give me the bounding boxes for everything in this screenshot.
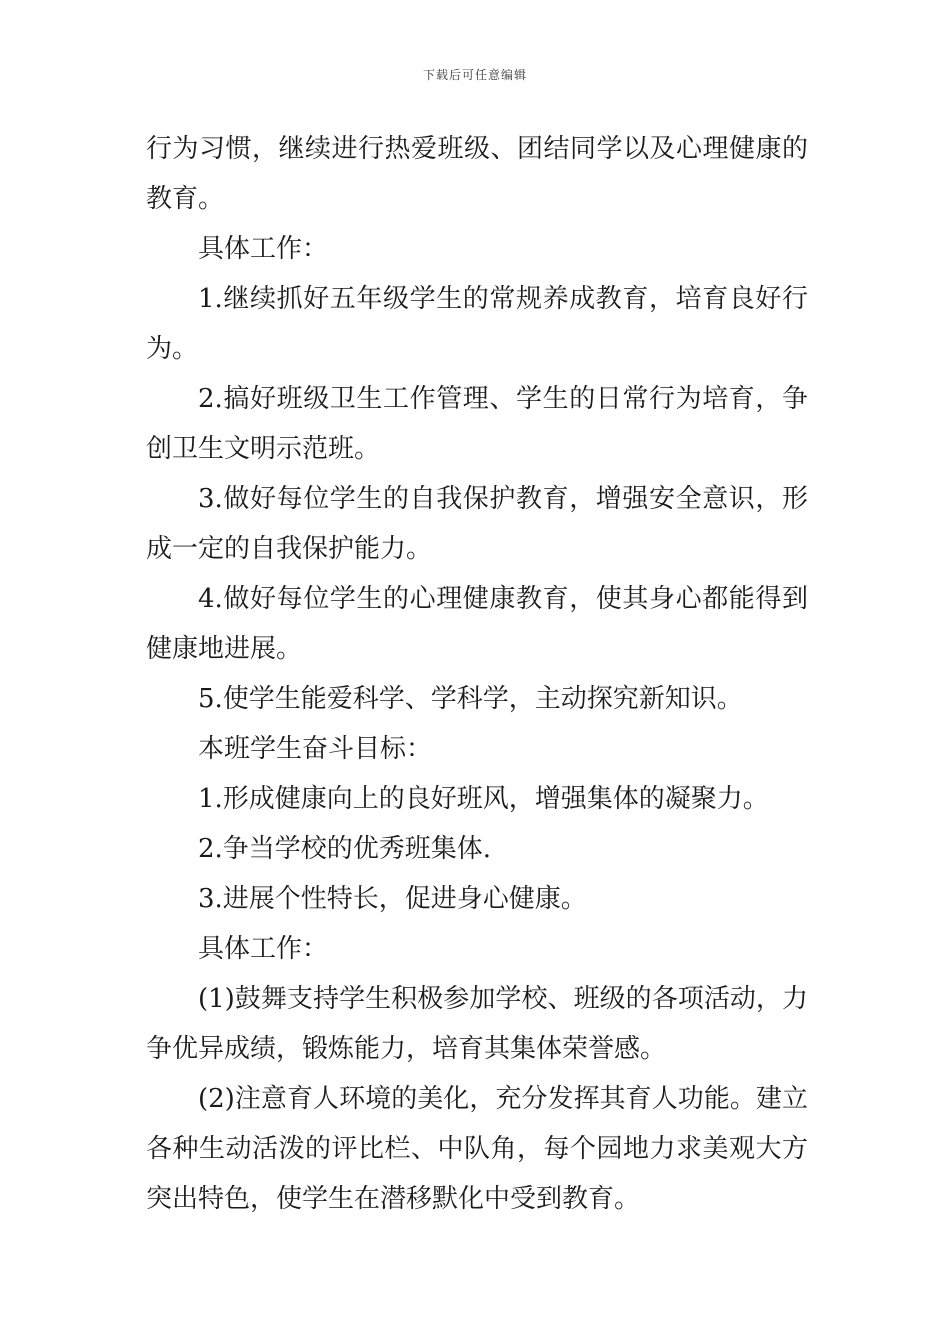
paragraph: 1.继续抓好五年级学生的常规养成教育，培育良好行为。 bbox=[146, 284, 808, 364]
paragraph: 3.做好每位学生的自我保护教育，增强安全意识，形成一定的自我保护能力。 bbox=[146, 484, 808, 564]
paragraph: 2.争当学校的优秀班集体. bbox=[198, 834, 492, 864]
paragraph: 1.形成健康向上的良好班风，增强集体的凝聚力。 bbox=[198, 784, 769, 814]
paragraph: 2.搞好班级卫生工作管理、学生的日常行为培育，争创卫生文明示范班。 bbox=[146, 384, 808, 464]
paragraph: 本班学生奋斗目标： bbox=[198, 734, 433, 764]
paragraph: (2)注意育人环境的美化，充分发挥其育人功能。建立各种生动活泼的评比栏、中队角，每个园地力求美观大方突出特色，使学生在潜移默化中受到教育。 bbox=[146, 1084, 808, 1214]
paragraph: (1)鼓舞支持学生积极参加学校、班级的各项活动，力争优异成绩，锻炼能力，培育其集体荣誉感。 bbox=[146, 984, 808, 1064]
page-header: 下载后可任意编辑 bbox=[422, 68, 527, 82]
paragraph: 3.进展个性特长，促进身心健康。 bbox=[198, 884, 587, 914]
paragraph: 4.做好每位学生的心理健康教育，使其身心都能得到健康地进展。 bbox=[146, 584, 808, 664]
paragraph: 具体工作： bbox=[198, 234, 329, 264]
paragraph: 行为习惯，继续进行热爱班级、团结同学以及心理健康的教育。 bbox=[146, 134, 808, 214]
document-body bbox=[146, 124, 808, 1224]
paragraph: 具体工作： bbox=[198, 934, 329, 964]
paragraph: 5.使学生能爱科学、学科学，主动探究新知识。 bbox=[198, 684, 743, 714]
